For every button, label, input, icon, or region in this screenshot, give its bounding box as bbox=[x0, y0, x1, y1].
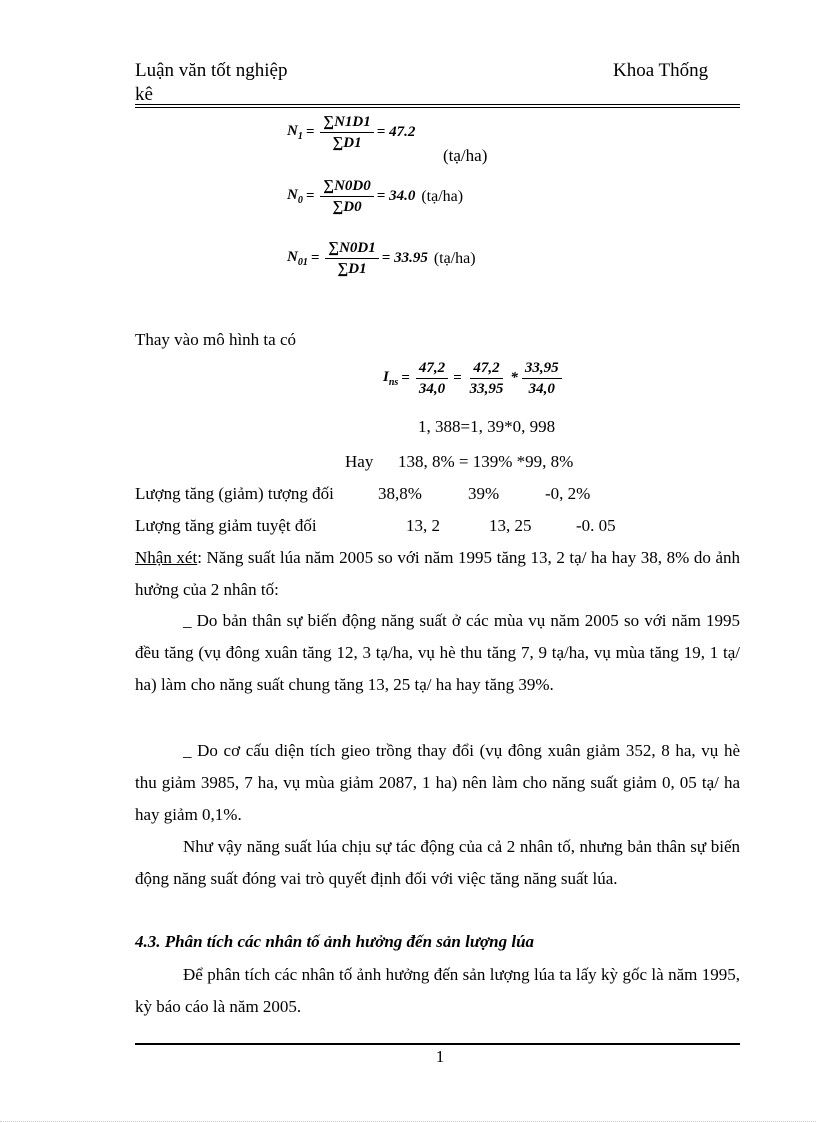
row-relative-v2: 39% bbox=[468, 484, 500, 503]
index-result: 1, 388=1, 39*0, 998 bbox=[418, 417, 556, 436]
hay-label: Hay bbox=[345, 452, 374, 471]
remark-label: Nhận xét bbox=[135, 548, 198, 567]
formula-n01-result: = 33.95 bbox=[381, 250, 428, 266]
header-left-line2: kê bbox=[135, 84, 153, 105]
formula-n0-denominator: ∑D0 bbox=[332, 199, 362, 215]
remark-text: : Năng suất lúa năm 2005 so với năm 1995 tăng 13, 2 tạ/ ha hay 38, 8% do ảnh hưởng của 2 nhân tố: bbox=[135, 548, 741, 599]
hay-value: 138, 8% = 139% *99, 8% bbox=[398, 452, 574, 471]
paragraph-1: _ Do bản thân sự biến động năng suất ở các mùa vụ năm 2005 so với năm 1995 đều tăng (vụ đông xuân tăng 12, 3 tạ/ha, vụ hè thu tăng 7, 9 tạ/ha, vụ mùa tăng 19, 1 tạ/ ha) làm cho năng suất chung tăng 13, 25 tạ/ ha hay tăng 39%. bbox=[135, 611, 740, 694]
formula-n1-numerator: ∑N1D1 bbox=[320, 112, 373, 133]
formula-n1: $N_1$ = $\frac{\sum N1D1}{\sum D1}$ = 47.2 bbox=[287, 114, 416, 151]
paragraph-2: _ Do cơ cấu diện tích gieo trồng thay đổi (vụ đông xuân giảm 352, 8 ha, vụ hè thu giảm 3985, 7 ha, vụ mùa giảm 2087, 1 ha) nên làm cho năng suất giảm 0, 05 tạ/ ha hay giảm 0,1%. bbox=[135, 741, 740, 824]
formula-n1-result: = 47.2 bbox=[376, 124, 416, 140]
footer-rule bbox=[135, 1043, 740, 1045]
remark-paragraph bbox=[135, 542, 740, 606]
section-heading: 4.3. Phân tích các nhân tố ảnh hưởng đến sản lượng lúa bbox=[135, 932, 535, 951]
formula-n1-denominator: ∑D1 bbox=[332, 135, 362, 151]
row-absolute-v3: -0. 05 bbox=[576, 516, 616, 535]
header-title bbox=[135, 59, 288, 107]
formula-n0-numerator: ∑N0D0 bbox=[320, 176, 373, 197]
formula-n01-denominator: ∑D1 bbox=[337, 261, 367, 277]
header-rule-top bbox=[135, 104, 740, 105]
row-relative-v1: 38,8% bbox=[378, 484, 422, 503]
formula-n0-result: = 34.0 bbox=[376, 188, 416, 204]
formula-n0: $N_0$ = $\frac{\sum N0D0}{\sum D0}$ = 34.0 (tạ/ha) bbox=[287, 178, 464, 215]
model-intro: Thay vào mô hình ta có bbox=[135, 330, 296, 349]
page-number: 1 bbox=[435, 1047, 445, 1066]
formula-n01: $N_{01}$ = $\frac{\sum N0D1}{\sum D1}$ = 33.95 (tạ/ha) bbox=[287, 240, 476, 277]
row-absolute-v2: 13, 25 bbox=[489, 516, 532, 535]
row-relative-v3: -0, 2% bbox=[545, 484, 591, 503]
row-relative-label: Lượng tăng (giảm) tượng đối bbox=[135, 484, 334, 503]
formula-n01-numerator: ∑N0D1 bbox=[325, 238, 378, 259]
formula-n0-unit: (tạ/ha) bbox=[421, 187, 464, 205]
row-absolute-label: Lượng tăng giảm tuyệt đối bbox=[135, 516, 317, 535]
paragraph-3: Như vậy năng suất lúa chịu sự tác động của cả 2 nhân tố, nhưng bản thân sự biến động năng suất đóng vai trò quyết định đối với việc tăng năng suất lúa. bbox=[135, 837, 740, 888]
header-left-line1: Luận văn tốt nghiệp bbox=[135, 60, 288, 81]
header-right: Khoa Thống bbox=[613, 60, 709, 81]
row-absolute-v1: 13, 2 bbox=[406, 516, 440, 535]
formula-n01-unit: (tạ/ha) bbox=[433, 249, 476, 267]
formula-n1-unit: (tạ/ha) bbox=[443, 146, 488, 165]
page-edge bbox=[0, 1121, 816, 1122]
header-rule-bottom bbox=[135, 107, 740, 108]
index-equation: $I_{ns}$ = $\frac{47,2}{34,0}$ = $\frac{47,2}{33,95}$ * $\frac{33,95}{34,0}$ bbox=[383, 358, 565, 399]
paragraph-4: Để phân tích các nhân tố ảnh hưởng đến sản lượng lúa ta lấy kỳ gốc là năm 1995, kỳ báo cáo là năm 2005. bbox=[135, 965, 740, 1016]
